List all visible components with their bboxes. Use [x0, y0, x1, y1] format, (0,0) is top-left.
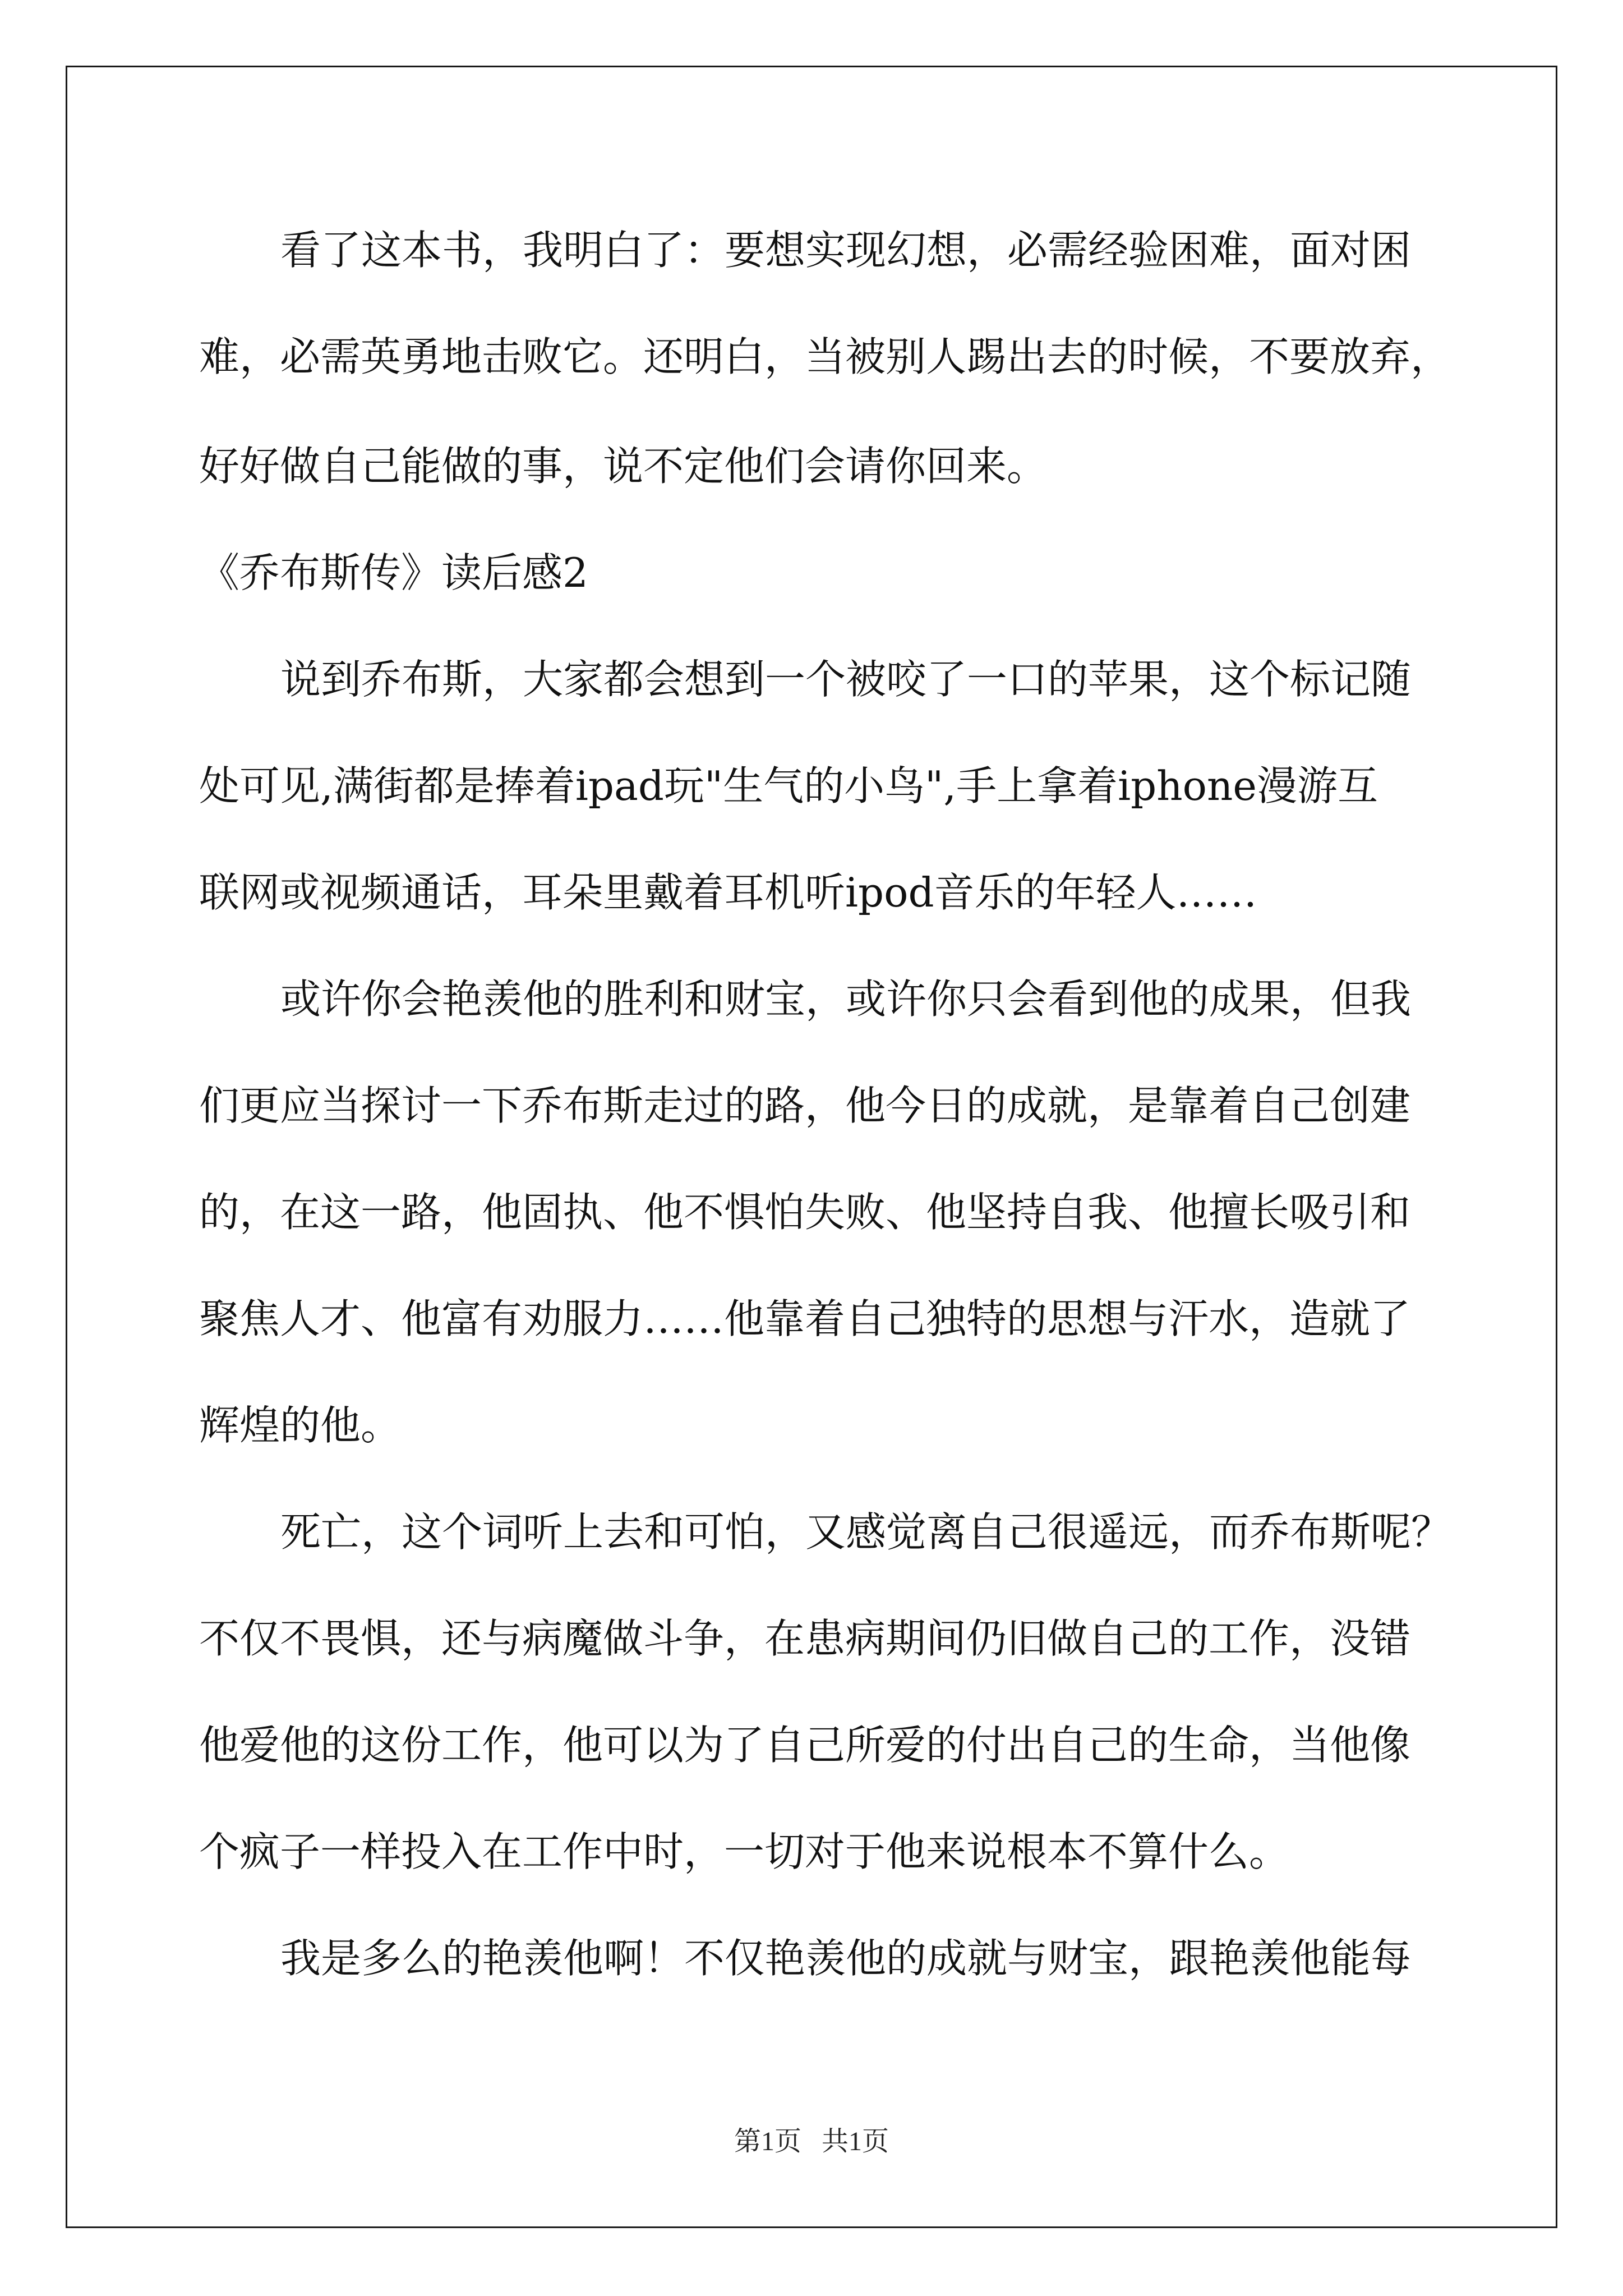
page-border — [66, 66, 1557, 2228]
body-line: 不仅不畏惧，还与病魔做斗争，在患病期间仍旧做自己的工作，没错 — [199, 1615, 1411, 1662]
body-line: 聚焦人才、他富有劝服力……他靠着自己独特的思想与汗水，造就了 — [199, 1295, 1411, 1342]
body-line: 处可见,满街都是捧着ipad玩"生气的小鸟",手上拿着iphone漫游互 — [199, 762, 1378, 809]
body-line: 死亡，这个词听上去和可怕，又感觉离自己很遥远，而乔布斯呢？ — [280, 1508, 1452, 1556]
body-line: 他爱他的这份工作，他可以为了自己所爱的付出自己的生命，当他像 — [199, 1722, 1411, 1769]
body-line: 联网或视频通话，耳朵里戴着耳机听ipod音乐的年轻人…… — [199, 869, 1257, 916]
body-line: 或许你会艳羡他的胜利和财宝，或许你只会看到他的成果，但我 — [280, 976, 1412, 1023]
body-line: 的，在这一路，他固执、他不惧怕失败、他坚持自我、他擅长吸引和 — [199, 1189, 1411, 1236]
body-line: 个疯子一样投入在工作中时，一切对于他来说根本不算什么。 — [199, 1828, 1290, 1875]
section-heading: 《乔布斯传》读后感2 — [199, 549, 588, 596]
body-line: 辉煌的他。 — [199, 1402, 402, 1449]
body-line: 难，必需英勇地击败它。还明白，当被别人踢出去的时候，不要放弃， — [199, 333, 1451, 380]
body-line: 说到乔布斯，大家都会想到一个被咬了一口的苹果，这个标记随 — [280, 656, 1412, 703]
body-line: 好好做自己能做的事，说不定他们会请你回来。 — [199, 443, 1048, 490]
body-line: 们更应当探讨一下乔布斯走过的路，他今日的成就，是靠着自己创建 — [199, 1082, 1411, 1129]
body-line: 看了这本书，我明白了：要想实现幻想，必需经验困难，面对困 — [280, 227, 1412, 274]
page-footer: 第1页 共1页 — [734, 2127, 889, 2156]
body-line: 我是多么的艳羡他啊！不仅艳羡他的成就与财宝，跟艳羡他能每 — [280, 1935, 1412, 1982]
